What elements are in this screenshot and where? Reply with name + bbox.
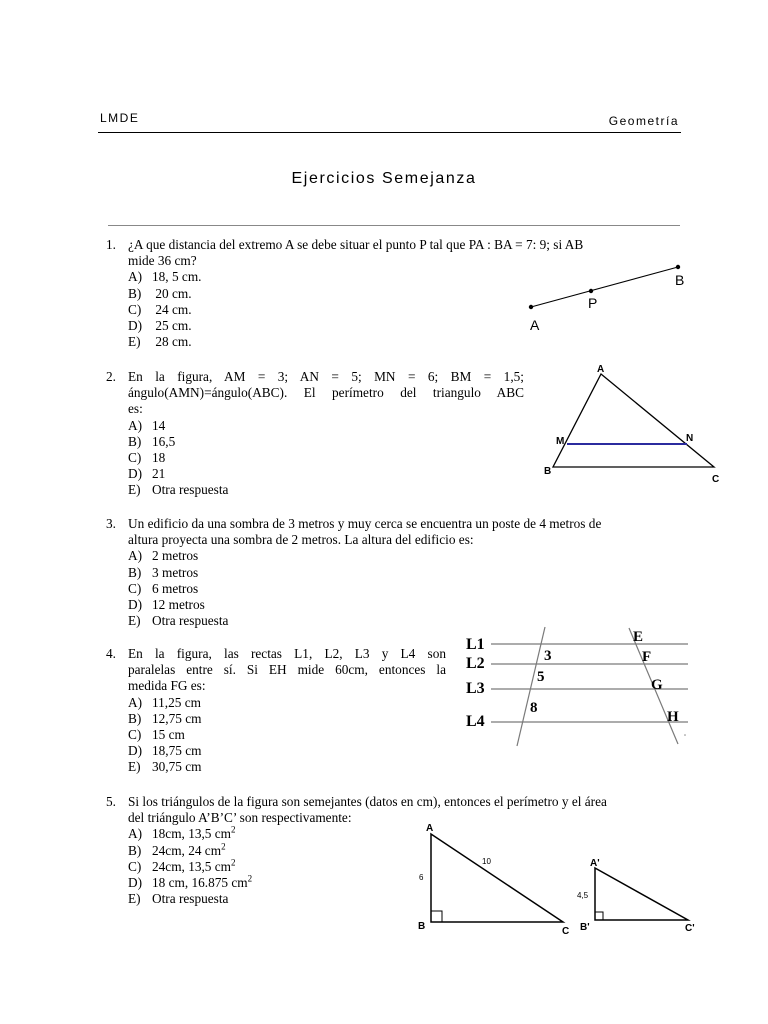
option-letter: D) xyxy=(128,597,143,613)
question-text-line: del triángulo A’B’C’ son respectivamente: xyxy=(128,810,352,826)
right-angle-mark xyxy=(431,911,442,922)
question-text-line: ángulo(AMN)=ángulo(ABC). El perímetro del triangulo ABC xyxy=(128,385,524,401)
label-a-prime: A' xyxy=(590,858,600,869)
label-b: B xyxy=(675,272,685,288)
label-side-ab: 6 xyxy=(419,873,424,882)
option-text: 18cm, 13,5 cm xyxy=(152,826,232,842)
superscript: 2 xyxy=(221,841,226,852)
option-letter: A) xyxy=(128,826,143,842)
superscript: 2 xyxy=(247,873,253,884)
option-letter: D) xyxy=(128,318,143,334)
label-side-a2b2: 4,5 xyxy=(577,891,589,900)
label-f: F xyxy=(642,649,652,665)
option-text: 15 cm xyxy=(152,727,185,743)
label-m: M xyxy=(556,436,565,447)
option-letter: A) xyxy=(128,548,143,564)
option-text: 6 metros xyxy=(152,580,199,596)
label-c: C xyxy=(712,474,720,485)
right-angle-mark xyxy=(595,912,603,920)
question-text-line: altura proyecta una sombra de 2 metros. La altura del edificio es: xyxy=(128,532,474,548)
label-p: P xyxy=(588,295,598,311)
label-a: A xyxy=(426,823,434,834)
triangle-abc-large xyxy=(431,834,563,922)
question-text-line: En la figura, AM = 3; AN = 5; MN = 6; BM = 1,5; xyxy=(128,369,524,384)
question-text-line: En la figura, las rectas L1, L2, L3 y L4 son xyxy=(128,646,446,661)
label-n: N xyxy=(686,433,694,444)
option-text: Otra respuesta xyxy=(152,891,229,907)
option-text: Otra respuesta xyxy=(152,613,229,629)
option-letter: D) xyxy=(128,743,143,759)
option-text: 25 cm. xyxy=(152,318,192,334)
option-letter: C) xyxy=(128,858,142,874)
option-text: Otra respuesta xyxy=(152,482,229,498)
question-number: 4. xyxy=(106,646,116,661)
option-letter: B) xyxy=(128,433,142,449)
question-number: 2. xyxy=(106,369,116,384)
question-text-line: paralelas entre sí. Si EH mide 60cm, entonces la xyxy=(128,662,446,678)
option-text: 12 metros xyxy=(152,597,205,613)
label-a: A xyxy=(530,317,540,333)
option-text: 18 cm, 16.875 cm xyxy=(152,875,248,891)
question-text-line: ¿A que distancia del extremo A se debe situar el punto P tal que PA : BA = 7: 9; si AB xyxy=(128,237,584,252)
option-letter: B) xyxy=(128,710,142,726)
option-letter: E) xyxy=(128,759,141,775)
header-right: Geometría xyxy=(608,114,679,128)
label-b-prime: B' xyxy=(580,922,590,933)
option-text: 24cm, 24 cm xyxy=(152,842,222,858)
question-number: 1. xyxy=(106,237,116,252)
option-letter: C) xyxy=(128,580,142,596)
label-e: E xyxy=(633,629,644,645)
option-letter: E) xyxy=(128,482,141,498)
question-number: 5. xyxy=(106,794,116,809)
superscript: 2 xyxy=(231,824,236,835)
option-text: 28 cm. xyxy=(152,334,192,350)
option-text: 14 xyxy=(152,417,166,433)
option-letter: B) xyxy=(128,842,142,858)
option-text: 18,75 cm xyxy=(152,743,202,759)
label-h: H xyxy=(667,709,679,725)
label-l3: L3 xyxy=(466,680,485,697)
page-title: Ejercicios Semejanza xyxy=(291,170,477,187)
option-letter: C) xyxy=(128,301,142,317)
header-left: LMDE xyxy=(100,111,140,125)
label-l1: L1 xyxy=(466,636,485,653)
label-c-prime: C' xyxy=(685,923,695,934)
option-text: 16,5 xyxy=(152,433,176,449)
option-letter: E) xyxy=(128,891,141,907)
question-text-line: Si los triángulos de la figura son semejantes (datos en cm), entonces el perímetro y el área xyxy=(128,794,607,809)
option-text: 18 xyxy=(152,450,166,466)
label-segment-3: 3 xyxy=(544,648,552,664)
label-segment-5: 5 xyxy=(537,669,545,685)
option-letter: D) xyxy=(128,875,143,891)
option-text: 20 cm. xyxy=(152,285,192,301)
label-l4: L4 xyxy=(466,713,485,730)
option-letter: E) xyxy=(128,613,141,629)
option-text: 3 metros xyxy=(152,564,199,580)
option-text: 2 metros xyxy=(152,548,199,564)
superscript: 2 xyxy=(231,857,236,868)
option-text: 21 xyxy=(152,466,166,482)
label-c: C xyxy=(562,926,570,937)
option-letter: E) xyxy=(128,334,141,350)
label-l2: L2 xyxy=(466,655,485,672)
option-letter: A) xyxy=(128,269,143,285)
option-letter: A) xyxy=(128,417,143,433)
question-text-line: Un edificio da una sombra de 3 metros y muy cerca se encuentra un poste de 4 metros de xyxy=(128,516,602,531)
triangle-abc-small xyxy=(595,868,688,920)
option-letter: B) xyxy=(128,285,142,301)
option-letter: C) xyxy=(128,450,142,466)
option-text: 11,25 cm xyxy=(152,694,201,710)
option-letter: D) xyxy=(128,466,143,482)
label-segment-8: 8 xyxy=(530,700,538,716)
option-text: 24cm, 13,5 cm xyxy=(152,858,232,874)
label-g: G xyxy=(651,677,663,693)
option-text: 24 cm. xyxy=(152,301,192,317)
option-text: 18, 5 cm. xyxy=(152,269,202,285)
option-letter: C) xyxy=(128,727,142,743)
option-text: 30,75 cm xyxy=(152,759,202,775)
option-letter: B) xyxy=(128,564,142,580)
question-text-line: es: xyxy=(128,401,143,417)
label-b: B xyxy=(544,466,552,477)
question-text-line: mide 36 cm? xyxy=(128,253,197,269)
label-a: A xyxy=(597,364,605,375)
question-number: 3. xyxy=(106,516,116,531)
option-letter: A) xyxy=(128,694,143,710)
label-b: B xyxy=(418,921,426,932)
question-text-line: medida FG es: xyxy=(128,678,206,694)
label-side-ac: 10 xyxy=(482,857,491,866)
option-text: 12,75 cm xyxy=(152,710,202,726)
